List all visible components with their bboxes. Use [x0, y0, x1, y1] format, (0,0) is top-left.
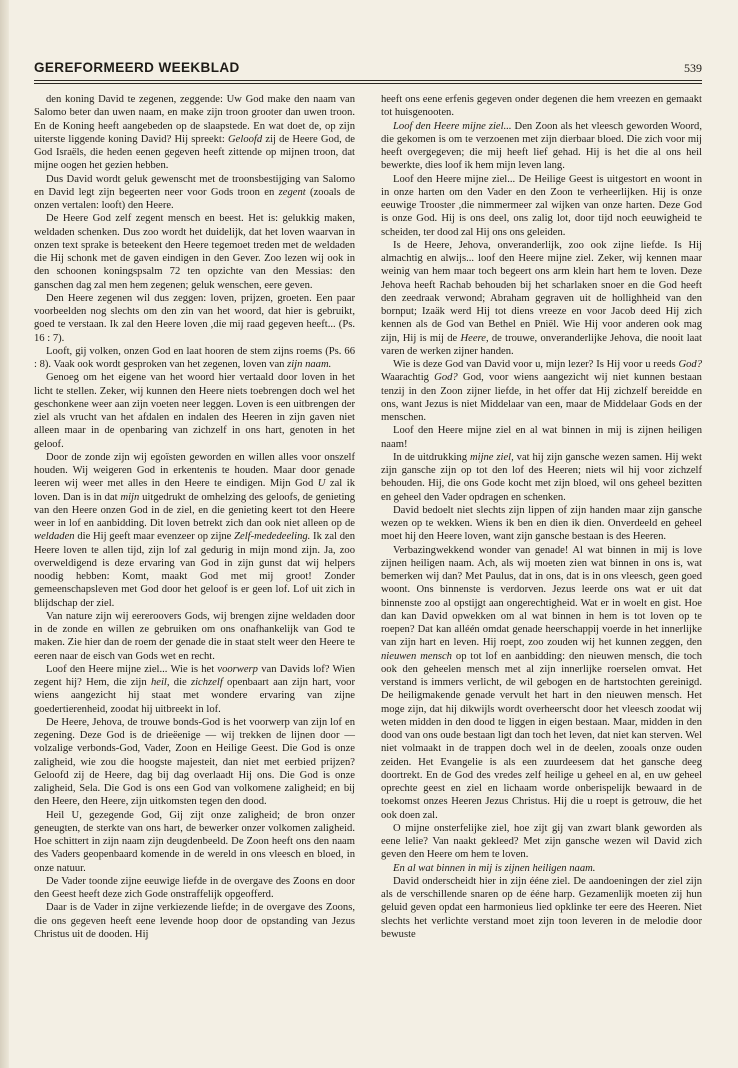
paragraph-text: Van nature zijn wij eereroovers Gods, wij brengen zijne weldaden door in de zonde en willen ze gebruiken om ons onafhankelijk van God te maken. Zie hier dan de roem der genade die in staat stelt weer den Heere te eeren naar de eisch van Gods wet en recht.	[34, 610, 355, 662]
paragraph-text: die	[169, 677, 191, 688]
paragraph-text: de trouwe, onveranderlijke Jehova, die nooit laat varen de werken zijner handen.	[381, 332, 702, 357]
emphasis-text: zijn naam.	[287, 359, 332, 370]
paragraph	[381, 862, 702, 875]
paragraph-text: (zooals de onzen vertalen: looft) den Heere.	[34, 186, 355, 211]
paragraph-text: zal ik loven. Dan is in dat	[34, 478, 355, 503]
paragraph	[34, 809, 355, 875]
paragraph	[34, 901, 355, 941]
paragraph-text: In de uitdrukking	[393, 451, 470, 463]
article-body	[34, 93, 702, 1035]
paragraph-text: die Hij geeft maar evenzeer op zijne	[74, 531, 235, 543]
emphasis-text: heil,	[150, 677, 170, 688]
emphasis-text: Geloofd	[228, 133, 263, 145]
paragraph	[381, 358, 702, 424]
paragraph	[381, 822, 702, 862]
paragraph-text: Waarachtig	[381, 372, 435, 384]
paragraph-text: vat hij zijn gansche wezen samen. Hij wekt zijn gansche zijn op tot den lof des Heeren; niets wil hij voor zichzelf behouden. Hij, die ons Gode kocht met zijn bloed, wil ons geheel bezitten en geheel den Vader opdragen en schenken.	[381, 451, 702, 503]
paragraph-text: David onderscheidt hier in zijn ééne ziel. De aandoeningen der ziel zijn als de verschillende snaren op de ééne harp. Gezamenlijk moeten zij hun geluid geven opdat een harmonieus lied opklinke ter eere des Heeren. Niet slechts het verlichte verstand moet zijn toon leveren in de melodie door bewuste	[381, 875, 702, 940]
paragraph	[381, 173, 702, 239]
paragraph-text: openbaart aan zijn hart, voor wiens aangezicht hij staat met wondere ervaring van zijne goedertierenheid, zoodat hij uitbreekt in lof.	[34, 677, 355, 715]
emphasis-text: Zelf-mededeeling.	[234, 531, 311, 543]
paragraph	[381, 544, 702, 822]
emphasis-text: mijn	[120, 491, 140, 503]
paragraph-text: van Davids lof? Wien zegent hij? Hem, die zijn	[34, 663, 355, 688]
paragraph	[34, 212, 355, 292]
paragraph-text: Is de Heere, Jehova, onveranderlijk, zoo ook zijne liefde. Is Hij almachtig en alwijs... loof den Heere mijne ziel. Zeker, wij kennen maar weinig van hem maar toch begeert ons arm klein hart hem te loven. Deze Jehova heeft Rachab behouden bij het scharlaken snoer en die God heeft den zeedraak verwond; Abraham gegraven uit de hollighheid van den bornput; Izaäk werd Hij tot diens vreeze en voor Jacob deed Hij zich kennen als de God van Bethel en Pniël. Wie Hij voor anderen ook mag zijn, Hij is mij de	[381, 239, 702, 344]
paragraph-text: uitgedrukt de omhelzing des geloofs, de genieting van den Heere onzen God in de ziel, en die genieting keert tot den Heere weer in lof en aanbidding. Dit loven betrekt zich dan ook niet alleen op de	[34, 491, 355, 529]
paragraph-text: Den Heere zegenen wil dus zeggen: loven, prijzen, groeten. Een paar voorbeelden nog slechts om den zin van het woord, dat hier is gebruikt, goed te verstaan. Ik zal den Heere loven ,die mij raad gegeven heeft... (Ps. 16 : 7).	[34, 292, 355, 344]
paragraph-text: Loof den Heere mijne ziel en al wat binnen in mij is zijnen heiligen naam!	[381, 425, 702, 450]
paragraph	[34, 610, 355, 663]
paragraph-text: Looft, gij volken, onzen God en laat hooren de stem zijns roems (Ps. 66 : 8). Vaak ook wordt gesproken van het zegenen, loven van	[34, 345, 355, 370]
paragraph	[34, 292, 355, 345]
emphasis-text: voorwerp	[217, 663, 258, 675]
paragraph-text: Den Zoon als het vleesch geworden Woord, die gekomen is om te verzoenen met zijn dierbaar bloed. Die zich voor mij heeft overgegeven; die mij heeft lief gehad. Hij is het die al ons heil bewerkte, dies loof ik hem mijn leven lang.	[381, 120, 702, 172]
header-rule-thick	[34, 80, 702, 81]
paragraph	[381, 424, 702, 451]
paragraph-text: Loof den Heere mijne ziel... De Heilige Geest is uitgestort en woont in in onze harten om den Vader en den Zoon te verheerlijken. Hij is onze eeuwige Trooster ,die nimmermeer zal wijken van onze harten. Deze God is onze God. Hij is ons deel, ons zalig lot, door tijd noch eeuwigheid te scheiden, ter dood zal Hij ons ons geleiden.	[381, 173, 702, 238]
emphasis-text: Loof den Heere mijne ziel...	[393, 120, 512, 132]
publication-title: GEREFORMEERD WEEKBLAD	[34, 60, 240, 75]
right-column	[381, 93, 702, 1035]
paragraph-text: heeft ons eene erfenis gegeven onder degenen die hem vreezen en gemaakt tot huisgenooten.	[381, 94, 702, 119]
paragraph	[381, 875, 702, 941]
paragraph-text: Ik zal den Heere loven te allen tijd, zijn lof zal gedurig in mijn mond zijn. Ja, zoo overweldigend is deze ervaring van God in zijn gunst dat wij helpers noodig hebben: Komt, maakt God met mij groot! Zonder gemeenschapsleven met God door het geloof is er geen lof. Lof uit zich in blijdschap der ziel.	[34, 531, 355, 609]
emphasis-text: nieuwen mensch	[381, 650, 452, 662]
paragraph	[381, 451, 702, 504]
emphasis-text: Heere,	[460, 332, 489, 344]
header-rule-thin	[34, 83, 702, 84]
paragraph	[381, 504, 702, 544]
page-edge-shadow	[0, 0, 9, 1068]
paragraph-text: Heil U, gezegende God, Gij zijt onze zaligheid; de bron onzer geneugten, de sterkte van ons hart, de bewerker onzer volkomen zaligheid. Hoe schittert in zijn naam zijn deugdenbeeld. De Zoon heeft ons den naam des Vaders geopenbaard komende in de wereld in ons vleesch en bloed, in onze natuur.	[34, 809, 355, 874]
emphasis-text: zegent	[278, 186, 306, 198]
paragraph-text: Door de zonde zijn wij egoïsten geworden en willen alles voor onszelf houden. Wij weigeren God in erkentenis te houden. Maar door genade leeren wij weer met alles in den Heere te eindigen. Mijn God	[34, 451, 355, 490]
paragraph	[34, 371, 355, 451]
paragraph	[381, 93, 702, 120]
paragraph	[34, 173, 355, 213]
paragraph-text: Dus David wordt geluk gewenscht met de troonsbestijging van Salomo en David legt zijn begeerten neer voor Gods troon en	[34, 173, 355, 198]
paragraph-text: De Heere, Jehova, de trouwe bonds-God is het voorwerp van zijn lof en zegening. Deze God is de drieëenige — wij trekken de lijnen door — volzalige verbonds-God, Vader, Zoon en Heilige Geest. Die God is onze zaligheid, wie zou die hoogste majesteit, dan niet met eerbied prijzen? Geloofd zij de Heere, dag bij dag overlaadt Hij ons. Die God is onze zaligheid, Sela. Die God is ons een God van volkomene zaligheid; en bij den Heere, den Heere, zijn uitkomsten tegen den dood.	[34, 716, 355, 808]
paragraph-text: O mijne onsterfelijke ziel, hoe zijt gij van zwart blank geworden als eene lelie? Van naakt gekleed? Met zijn gansche wezen wil David zich geven den Heere om hem te loven.	[381, 822, 702, 861]
paragraph-text: God, voor wiens aangezicht wij niet kunnen bestaan tenzij in den Zoon zijner liefde, in het offer dat Hij zichzelf bereidde en ons, want Jezus is niet Middelaar van een, maar de Middelaar Gods en der menschen.	[381, 372, 702, 423]
emphasis-text: God?	[434, 372, 458, 384]
paragraph-text: De Vader toonde zijne eeuwige liefde in de overgave des Zoons en door den Geest heeft deze zich Gode onstraffelijk opgeofferd.	[34, 875, 355, 900]
paragraph-text: den koning David te zegenen, zeggende: Uw God make den naam van Salomo beter dan uwen naam, en make zijn troon grooter dan uwen troon. En de Koning heeft aangebeden op de slaapstede. En wat doet de, op zijn uiterste liggende koning David? Hij spreekt:	[34, 94, 355, 145]
emphasis-text: God?	[678, 359, 702, 370]
paragraph-text: Daar is de Vader in zijne verkiezende liefde; in de overgave des Zoons, die ons gegeven heeft eene levende hoop door de opstanding van Jezus Christus uit de dooden. Hij	[34, 902, 355, 940]
paragraph	[381, 120, 702, 173]
paragraph	[34, 451, 355, 610]
page-number: 539	[684, 61, 702, 75]
paragraph-text: Wie is deze God van David voor u, mijn lezer? Is Hij voor u reeds	[393, 359, 679, 370]
emphasis-text: En al wat binnen in mij is zijnen heiligen naam.	[393, 862, 596, 874]
paragraph-text: Verbazingwekkend wonder van genade! Al wat binnen in mij is love zijnen heiligen naam. Ach, als wij moeten zien wat binnen in ons is, wat bemerken wij dan? Met Paulus, dat in ons, dat is in ons vleesch, geen goed woont. Ons binnenste is verdorven. Jezus leerde ons wat er uit dat binnenste zoo al opstijgt aan ongerechtigheid. Wat er in woelt en gist. Hoe dan kan David opwekken om al wat binnen in hem is tot loven op te roepen? Dat kan alléén omdat genade heerschappij voerde in het innerlijke van zijn hart en leven. Hij roept, zoo zouden wij het kunnen zeggen, den	[381, 544, 702, 649]
paragraph-text: David bedoelt niet slechts zijn lippen of zijn handen maar zijn gansche wezen op te wekken. Wiens ik ben en dien ik dien. Onverdeeld en geheel moet hij den Heere loven, want zijn gansche bestaan is des Heeren.	[381, 504, 702, 543]
emphasis-text: weldaden	[34, 531, 75, 543]
paragraph	[381, 239, 702, 358]
paragraph-text: op tot lof en aanbidding: den nieuwen mensch, die toch ook den geheelen mensch met al zijn innerlijke roerselen omvat. Het verstand is immers verlicht, de wil gebogen en de hartstochten gereinigd. De heiligmakende genade vervult het hart in den nieuwen mensch. Het moge zijn, dat hij dikwijls wordt overheerscht door het vleesch zoodat wij weten midden in den dood te liggen in eigen bestaan. Maar, midden in den dood van ons oude bestaan ligt dan toch het leven, dat niet kan sterven. Wel niet volmaakt in de trappen doch wel in de deelen, zooals onze ouden zeiden. Het Evangelie is als een zuurdeesem dat het gansche deeg doortrekt. En de God des vredes zelf heilige u geheel en al, en uw geheel oprechte geest en ziel en lichaam worde onberispelijk bewaard in de toekomst onzes Heeren Jezus Christus. Hij die u roept is getrouw, die het ook doen zal.	[381, 650, 702, 821]
left-column	[34, 93, 355, 1035]
emphasis-text: U	[317, 478, 326, 490]
paragraph	[34, 93, 355, 173]
paragraph-text: zij de Heere God, de God Israëls, die heden eenen gegeven heeft zittende op mijnen troon, dat mijne oogen het gezien hebben.	[34, 133, 355, 172]
emphasis-text: zichzelf	[190, 677, 223, 688]
paragraph-text: Genoeg om het eigene van het woord hier vertaald door loven in het licht te stellen. Zeker, wij kunnen den Heere niets toebrengen doch wel het geschonkene weer aan zijn voeten neer leggen. Loven is een uitbrengen der ziel als vrucht van het afdalen en indalen des Heeren in zijn gaven niet alleen maar in de openbaring van zichzelf in ons hart, genoten in het geloof.	[34, 372, 355, 450]
paragraph-text: De Heere God zelf zegent mensch en beest. Het is: gelukkig maken, weldaden schenken. Dus zoo wordt het duidelijk, dat het loven waarvan in onzen text sprake is beteekent den Heere tegemoet treden met de weldaden die Hij schonk met de gaven eindigen in den Gever. Zoo lezen wij ook in den schoonen koningspsalm 72 ten opzichte van den Messias: den ganschen dag zal men hem zegenen; geluk wenschen, eere geven.	[34, 213, 355, 291]
emphasis-text: mijne ziel,	[469, 451, 514, 463]
paragraph	[34, 716, 355, 809]
paragraph-text: Loof den Heere mijne ziel... Wie is het	[46, 663, 218, 675]
paragraph	[34, 875, 355, 902]
paragraph	[34, 663, 355, 716]
paragraph	[34, 345, 355, 372]
